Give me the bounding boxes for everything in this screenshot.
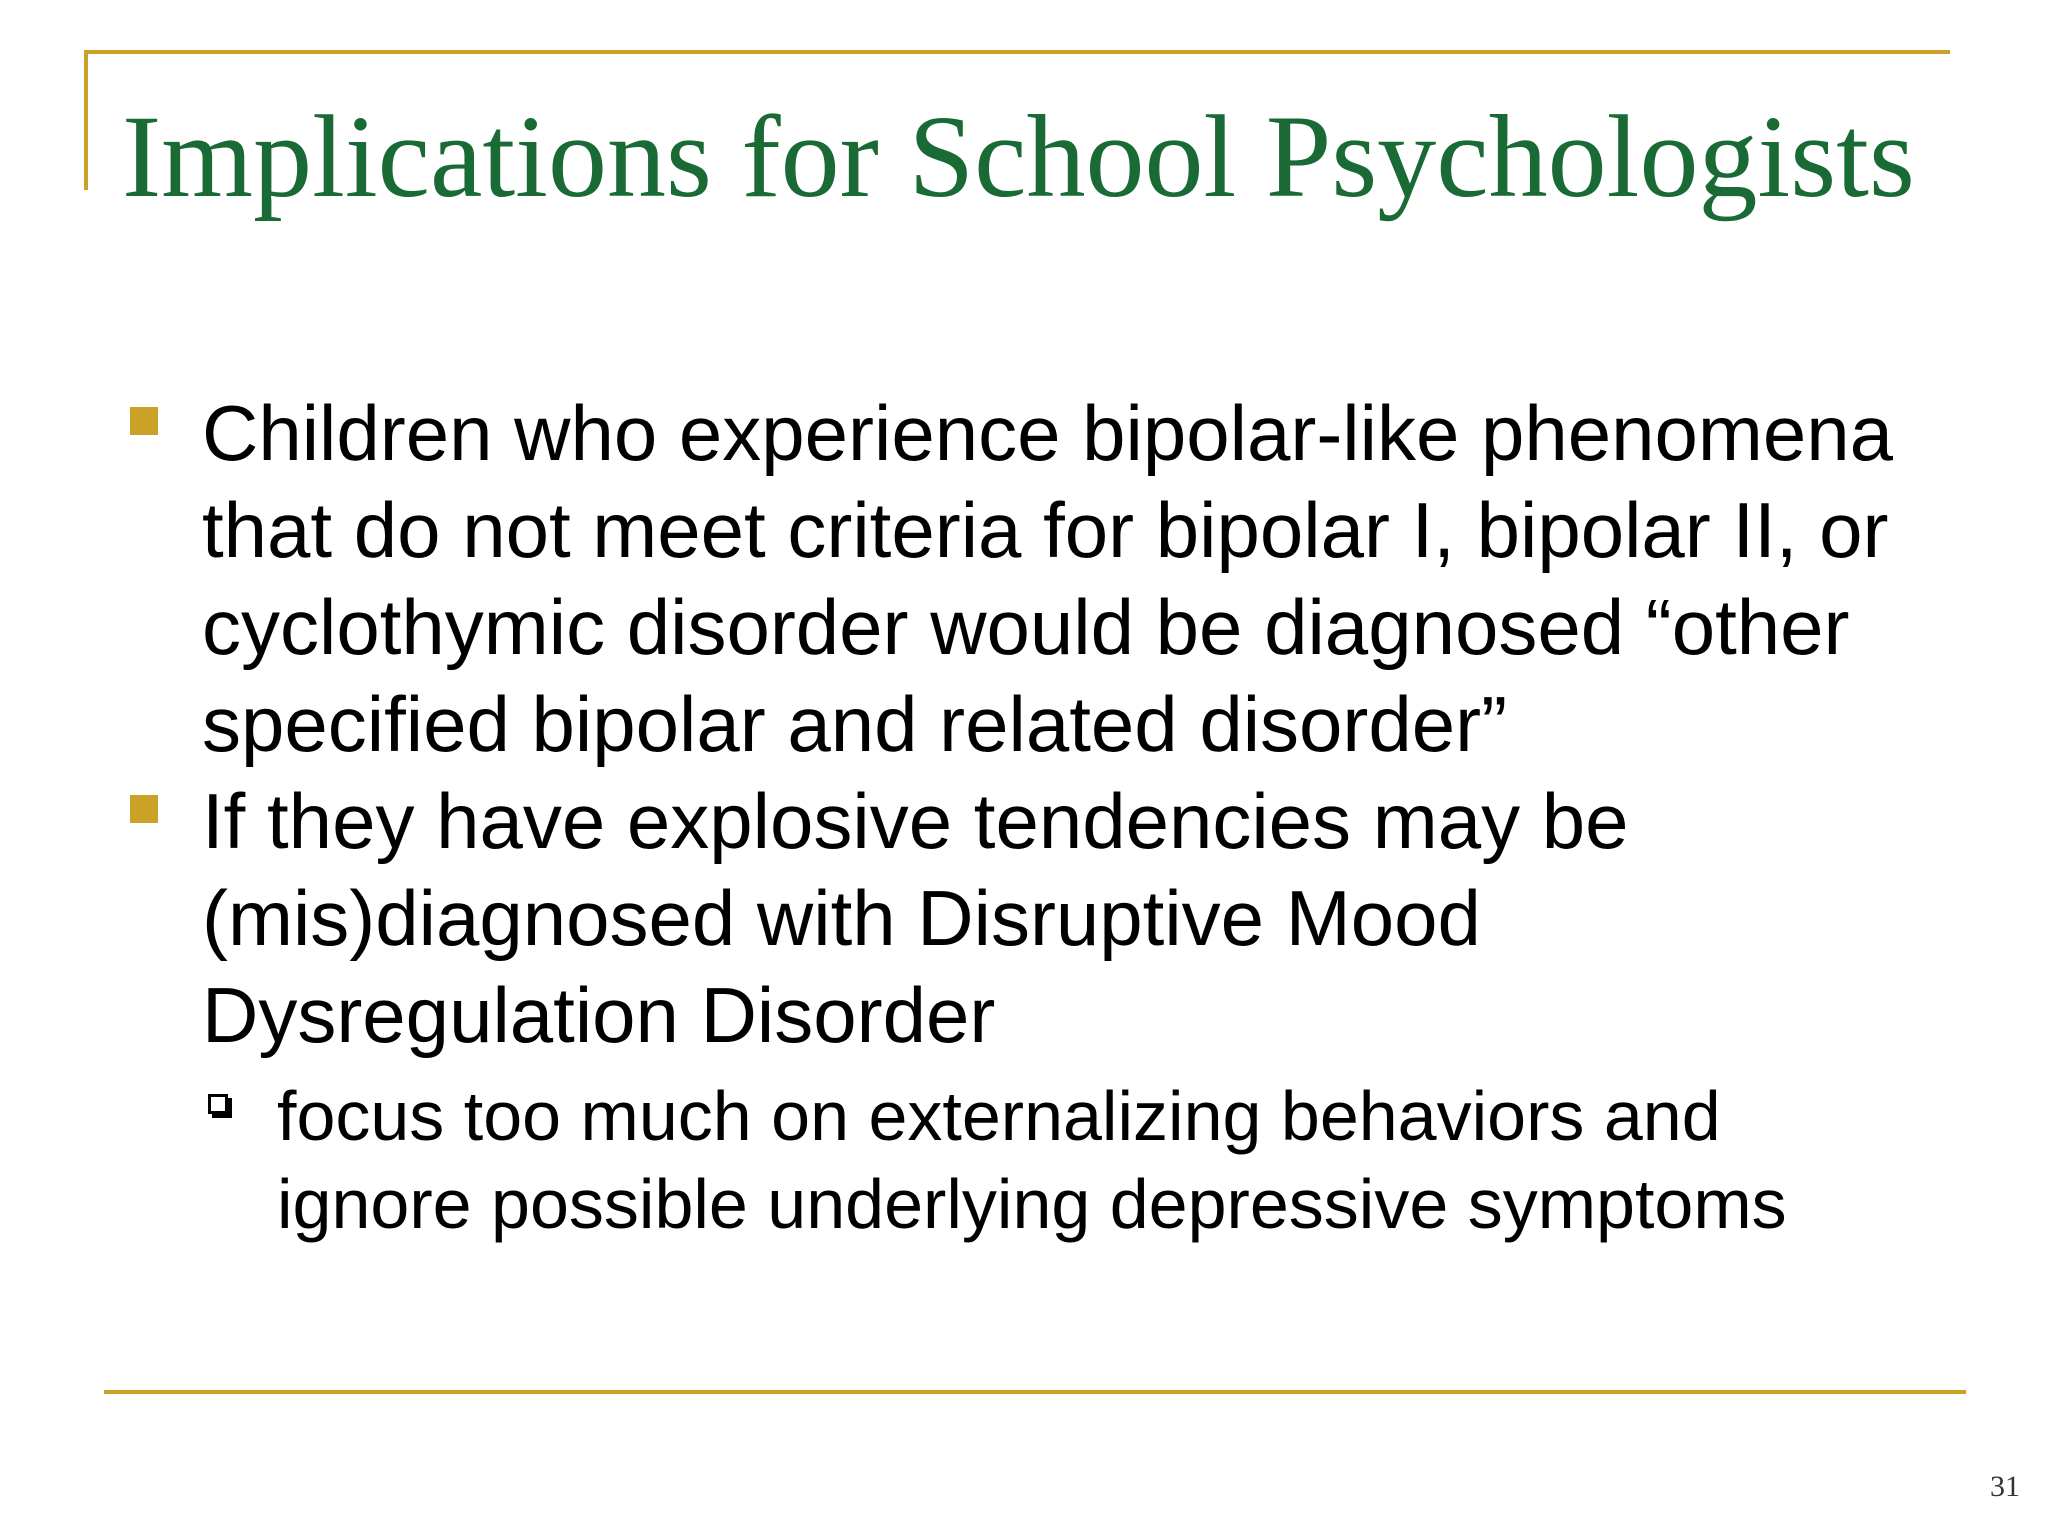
page-number: 31 <box>1990 1470 2020 1503</box>
sub-bullet-item-1 <box>120 1072 1900 1248</box>
bullet-list <box>120 385 1900 1248</box>
sub-bullet-text: focus too much on externalizing behaviors and ignore possible underlying depressive symptoms <box>277 1077 1787 1243</box>
bottom-rule-divider <box>104 1390 1966 1394</box>
filled-square-bullet-icon <box>130 407 158 435</box>
bullet-text: Children who experience bipolar-like phenomena that do not meet criteria for bipolar I, bipolar II, or cyclothymic disorder would be diagnosed “other specified bipolar and related disorder” <box>202 389 1894 768</box>
bullet-item-1 <box>120 385 1900 773</box>
slide-title: Implications for School Psychologists <box>122 91 1915 222</box>
top-rule-divider <box>84 50 1950 54</box>
left-rule-divider <box>84 50 88 190</box>
filled-square-bullet-icon <box>130 795 158 823</box>
hollow-square-bullet-icon <box>208 1094 228 1114</box>
bullet-text: If they have explosive tendencies may be (mis)diagnosed with Disruptive Mood Dysregulation Disorder <box>202 777 1629 1059</box>
bullet-item-2 <box>120 773 1900 1064</box>
